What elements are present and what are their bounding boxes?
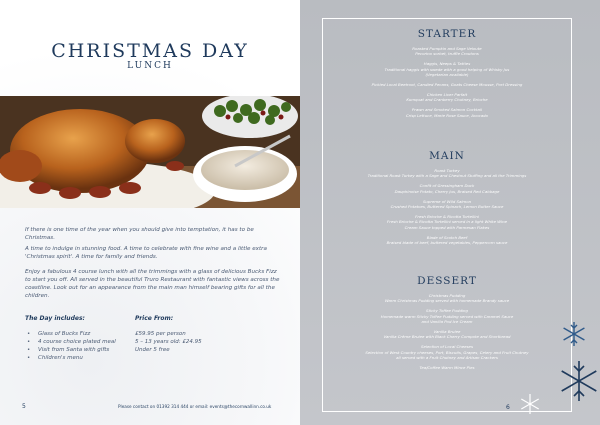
menu-dish — [322, 183, 572, 194]
menu-dish — [322, 293, 572, 304]
dish-name: Prawn and Smoked Salmon Cocktail — [411, 107, 483, 113]
menu-dish — [322, 214, 572, 230]
price-heading: Price From: — [135, 315, 174, 322]
dish-description: Crisp Lettuce, Marie Rose Sauce, Avocado — [405, 112, 489, 118]
dish-name: Sticky Toffee Pudding — [426, 308, 468, 314]
menu-dish — [322, 46, 572, 57]
menu-dish — [322, 82, 572, 87]
menu-dish — [322, 199, 572, 210]
dish-description: Cream Sauce topped with Parmesan Flakes — [404, 224, 490, 230]
menu-dish — [322, 92, 572, 103]
dish-description: Pecorino sorbet, truffle Croutons — [415, 51, 479, 57]
dish-description: Braised blade of beef, buttered vegetables, Peppercorn sauce — [386, 240, 508, 245]
section-heading-main: MAIN — [429, 150, 465, 162]
menu-dish — [322, 168, 572, 179]
dish-description: Dauphinoise Potato, Cherry Jus, Braised Red Cabbage — [394, 188, 500, 194]
intro-paragraph: Enjoy a fabulous 4 course lunch with all the trimmings with a glass of delicious Bucks Fizz to start you off. All served in the beautiful Truro Restaurant with fantastic views across the coastline. Look out for an appearance from the main man himself bearing gifts for all the children. — [25, 269, 280, 299]
price-item: 5 – 13 years old: £24.95 — [135, 339, 202, 345]
dish-description: Warm Christmas Pudding served with homemade Brandy sauce — [384, 298, 510, 304]
page-number: 5 — [22, 403, 26, 410]
dish-description: Vanilla Crème Brulee with Black Cherry Compote and Shortbread — [383, 334, 511, 340]
dish-description: Fresh Brioche & Ricotta Tortellini served in a light White Wine — [386, 219, 508, 225]
dish-description: Kumquat and Cranberry Chutney, Brioche — [406, 97, 488, 103]
dish-name: Roast Turkey — [434, 168, 460, 173]
list-item: • Children's menu — [25, 354, 116, 362]
page-subtitle: LUNCH — [127, 61, 173, 71]
dish-name: Christmas Pudding — [428, 293, 466, 298]
dish-name: Roasted Pumpkin and Sage Veloute — [412, 46, 482, 51]
includes-heading: The Day includes: — [25, 315, 85, 322]
menu-dish — [322, 61, 572, 77]
dish-name: Selection of Local Cheeses — [421, 344, 473, 350]
dish-description: Homemade warm Sticky Toffee Pudding served with Caramel Sauce — [380, 313, 514, 319]
menu-dish — [322, 344, 572, 360]
list-item: • Glass of Bucks Fizz — [25, 330, 116, 338]
intro-paragraph: If there is one time of the year when you should give into temptation, it has to be Christmas. — [25, 227, 254, 241]
dish-name: Haggis, Neeps & Tatties — [423, 61, 471, 67]
christmas-dinner-photo — [0, 96, 300, 208]
dish-name: Pickled Local Beetroot, Candied Pecans, Goats Cheese Mousse, Port Dressing — [371, 82, 523, 87]
dish-name: Tea/Coffee Warm Mince Pies — [419, 365, 475, 370]
menu-dish — [322, 329, 572, 340]
page-title: CHRISTMAS DAY — [51, 40, 249, 62]
price-list — [135, 330, 202, 354]
includes-list — [25, 330, 116, 362]
menu-dish — [322, 107, 572, 118]
dish-description: Crushed Potatoes, Buttered Spinach, Lemon Butter Sauce — [390, 204, 504, 209]
price-item: Under 5 free — [135, 347, 170, 353]
contact-line: Please contact on 01392 314 444 or email: events@thecornwallinn.co.uk — [118, 404, 272, 409]
snowflake-icon — [560, 320, 588, 348]
section-heading-dessert: DESSERT — [417, 275, 477, 287]
dish-name: Blade of Scotch Beef — [426, 234, 468, 240]
dish-description: and Vanilla Pod Ice Cream — [421, 319, 473, 325]
menu-dish — [322, 235, 572, 246]
dish-name: Chicken Liver Parfait — [426, 91, 468, 97]
menu-dish — [322, 308, 572, 324]
dish-description: all served with a Fruit Chutney and Artisan Crackers — [396, 355, 498, 361]
section-heading-starter: STARTER — [417, 28, 477, 40]
list-item: • Visit from Santa with gifts — [25, 346, 116, 354]
dish-name: Fresh Brioche & Ricotta Tortellini — [415, 213, 479, 219]
list-item: • 4 course choice plated meal — [25, 338, 116, 346]
dish-description: Traditional Roast Turkey with a Sage and Chestnut Stuffing and all the Trimmings — [367, 173, 527, 179]
menu-dish — [322, 365, 572, 370]
dish-description: Selection of West Country cheeses, Port, Biscuits, Grapes, Celery and Fruit Chutney — [365, 349, 529, 355]
dish-description: (Vegetarian available) — [425, 72, 469, 78]
dish-name: Confit of Gressingham Duck — [419, 183, 475, 189]
intro-paragraph: A time to indulge in stunning food. A time to celebrate with fine wine and a little extra 'Christmas spirit'. A time for family and friends. — [25, 246, 267, 260]
dish-description: Traditional haggis with swede with a good helping of Whisky Jus — [384, 66, 510, 72]
price-item: £59.95 per person — [135, 331, 186, 337]
right-page — [300, 0, 600, 425]
snowflake-icon — [518, 392, 542, 416]
dish-name: Supreme of Wild Salmon — [422, 198, 472, 204]
dish-name: Vanilla Brulee — [433, 329, 461, 334]
page-number: 6 — [506, 404, 510, 411]
snowflake-icon — [556, 358, 600, 404]
